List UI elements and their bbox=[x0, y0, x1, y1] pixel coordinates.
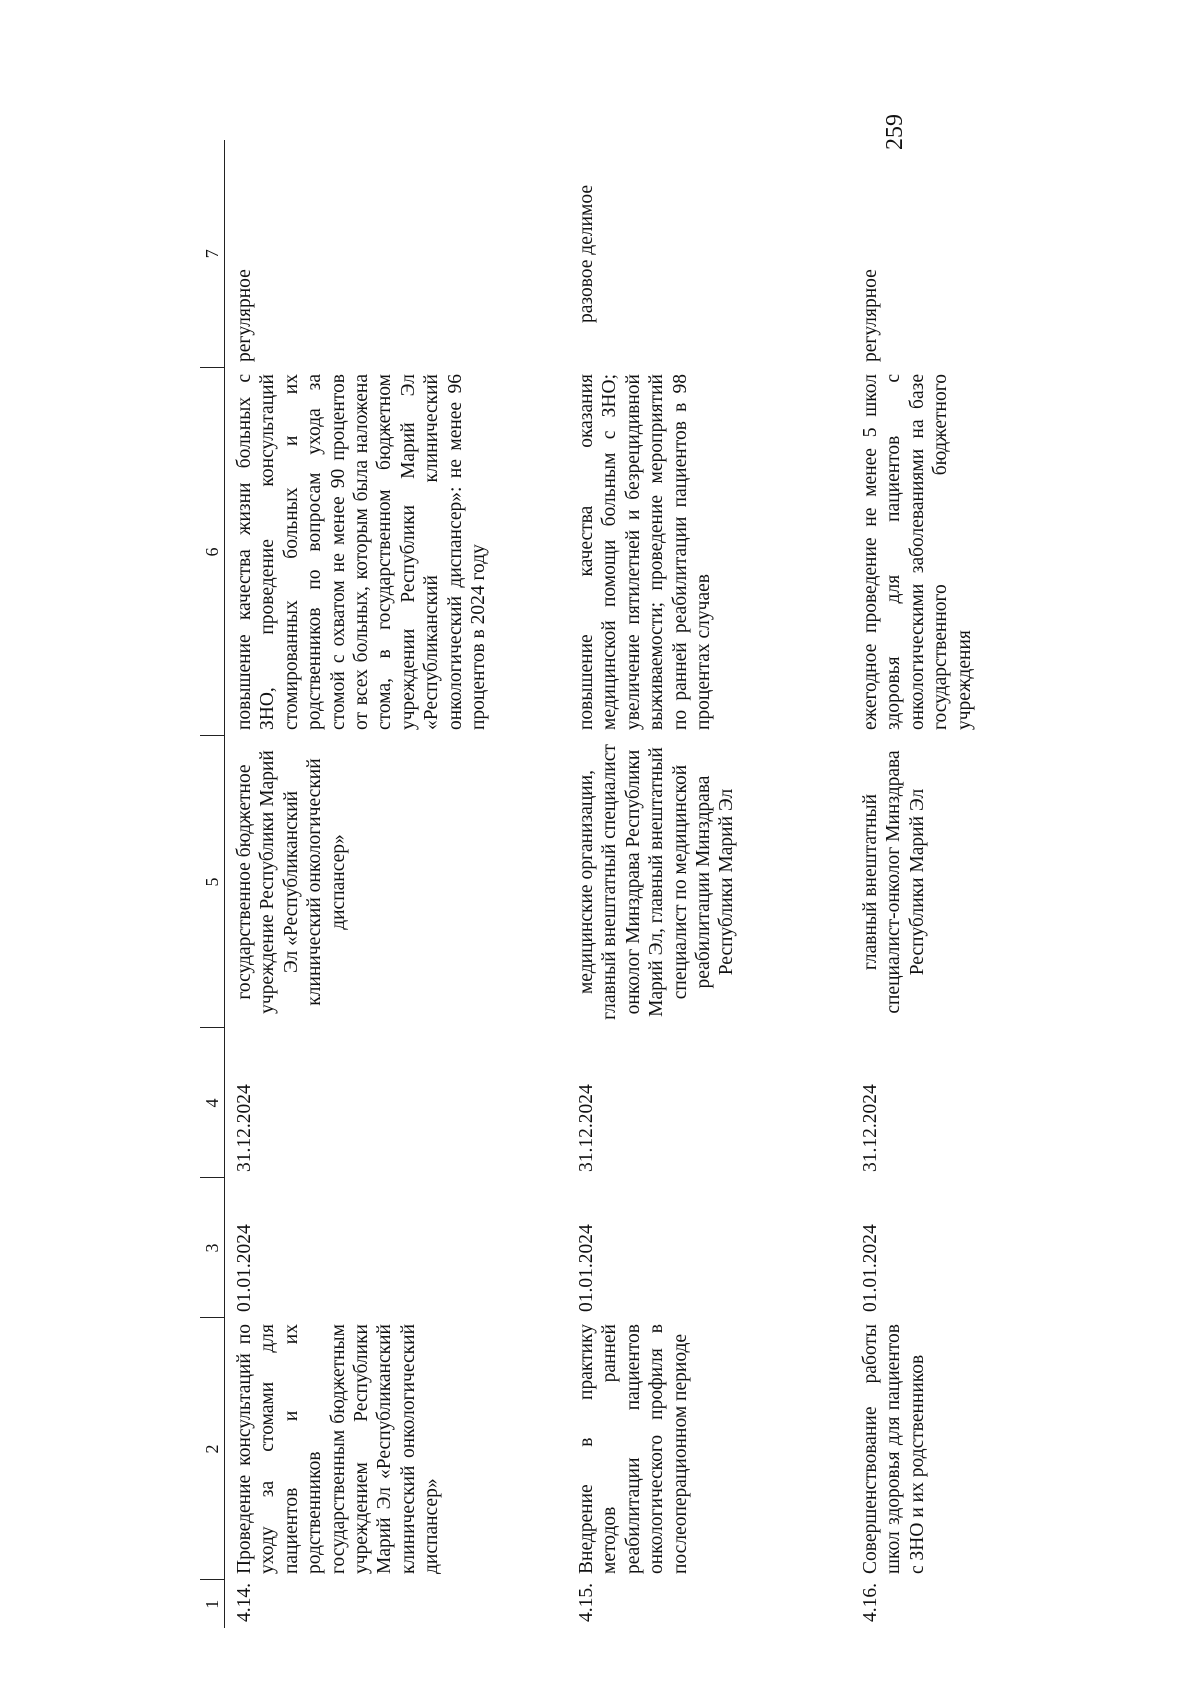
expected-result: ежегодное проведение не менее 5 школ здоровья для пациентов с онкологическими заболеваниями на базе государственного бюджетного учреждения bbox=[860, 374, 975, 730]
responsible: государственное бюджетное учреждение Республики Марий Эл «Республиканский клинический онкологический диспансер» bbox=[234, 750, 349, 1014]
event-name: Внедрение в практику методов ранней реабилитации пациентов онкологического профиля в послеоперационном периоде bbox=[576, 1324, 691, 1574]
column-number: 4 bbox=[200, 1028, 225, 1178]
item-number: 4.15. bbox=[576, 1583, 597, 1622]
start-date: 01.01.2024 bbox=[576, 1224, 597, 1312]
column-number: 5 bbox=[200, 736, 225, 1028]
expected-result: повышение качества жизни больных с ЗНО, проведение консультаций стомированных больных и их родственников по вопросам ухода за стомой с охватом не менее 90 процентов от всех больных, которым была наложена стома, в государственном бюджетном учреждении Республики Марий Эл «Республиканский клинический онкологический диспансер»: не менее 96 процентов в 2024 году bbox=[234, 374, 489, 730]
start-date: 01.01.2024 bbox=[860, 1224, 881, 1312]
column-number: 1 bbox=[200, 1580, 225, 1628]
table-row bbox=[851, 140, 987, 1628]
event-type: разовое делимое bbox=[576, 184, 597, 324]
event-type: регулярное bbox=[234, 269, 255, 362]
responsible: главный внештатный специалист-онколог Минздрава Республики Марий Эл bbox=[860, 750, 928, 1014]
event-name: Проведение консультаций по уходу за стомами для пациентов и их родственников государственным бюджетным учреждением Республики Марий Эл «Республиканский клинический онкологический диспансер» bbox=[234, 1324, 443, 1574]
measures-table bbox=[200, 140, 987, 1628]
event-name: Совершенствование работы школ здоровья для пациентов с ЗНО и их родственников bbox=[860, 1324, 928, 1574]
column-number: 2 bbox=[200, 1318, 225, 1580]
item-number: 4.14. bbox=[234, 1583, 255, 1622]
page-number: 259 bbox=[882, 114, 908, 150]
end-date: 31.12.2024 bbox=[234, 1084, 255, 1172]
item-number: 4.16. bbox=[860, 1583, 881, 1622]
column-number: 7 bbox=[200, 140, 225, 368]
responsible: медицинские организации, главный внештатный специалист онколог Минздрава Республики Марий Эл, главный внештатный специалист по медицинской реабилитации Минздрава Республики Марий Эл bbox=[576, 744, 738, 1020]
column-number: 3 bbox=[200, 1178, 225, 1318]
column-number-row bbox=[200, 140, 225, 1628]
end-date: 31.12.2024 bbox=[860, 1084, 881, 1172]
end-date: 31.12.2024 bbox=[576, 1084, 597, 1172]
table-row bbox=[567, 140, 851, 1628]
rotated-table-container bbox=[200, 140, 980, 1628]
event-type: регулярное bbox=[860, 269, 881, 362]
start-date: 01.01.2024 bbox=[234, 1224, 255, 1312]
expected-result: повышение качества оказания медицинской помощи больным с ЗНО; увеличение пятилетней и безрецидивной выживаемости; проведение мероприятий по ранней реабилитации пациентов в 98 процентах случаев bbox=[576, 374, 714, 730]
table-row bbox=[225, 140, 568, 1628]
column-number: 6 bbox=[200, 368, 225, 736]
